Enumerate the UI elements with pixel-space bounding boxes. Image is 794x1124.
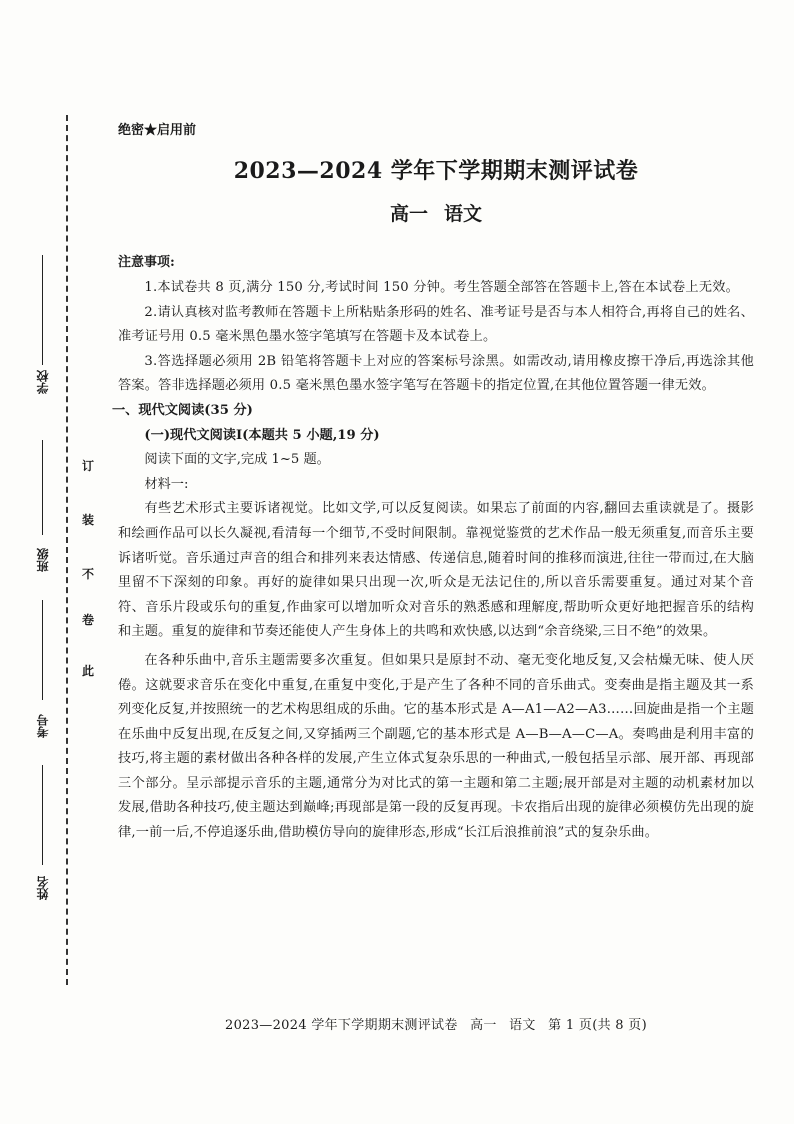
secret-mark: 绝密★启用前 <box>118 123 197 138</box>
notice-item: 1.本试卷共 8 页,满分 150 分,考试时间 150 分钟。考生答题全部答在答题卡上,答在本试卷上无效。 <box>144 280 739 295</box>
footer-page-number: 第 1 页(共 8 页) <box>548 1018 647 1033</box>
footer-subject: 语文 <box>509 1018 536 1033</box>
seal-char-zhuang: 装 <box>81 513 94 527</box>
school-blank-line <box>42 255 43 365</box>
seal-char-juan: 卷 <box>81 613 94 627</box>
name-label: 姓名 <box>36 876 50 900</box>
notice-item: 2.请认真核对监考教师在答题卡上所粘贴条形码的姓名、准考证号是否与本人相符合,再将自己的姓名、准考证号用 0.5 毫米黑色墨水签字笔填写在答题卡及本试卷上。 <box>118 304 754 345</box>
notice-title: 注意事项: <box>118 255 175 270</box>
exam-number-label: 考号 <box>36 714 50 738</box>
reading-instruction: 阅读下面的文字,完成 1~5 题。 <box>144 452 330 468</box>
section-title: 一、现代文阅读(35 分) <box>112 402 253 418</box>
class-blank-line <box>42 440 43 535</box>
seal-char-ding: 订 <box>81 459 94 473</box>
exam-title: 2023—2024 学年下学期期末测评试卷 <box>233 158 639 184</box>
seal-char-ci: 此 <box>81 664 94 678</box>
exam-subtitle <box>118 200 754 228</box>
binding-dashed-line <box>66 115 68 985</box>
class-label: 班级 <box>36 548 50 572</box>
notice-item: 3.答选择题必须用 2B 铅笔将答题卡上对应的答案标号涂黑。如需改动,请用橡皮擦干净后,再选涂其他答案。答非选择题必须用 0.5 毫米黑色墨水签字笔写在答题卡的指定位置,在其他位置答题一律无效。 <box>118 353 754 394</box>
name-blank-line <box>42 765 43 865</box>
footer-grade: 高一 <box>470 1018 497 1033</box>
material-label: 材料一: <box>144 476 189 492</box>
sub-section-title: (一)现代文阅读Ⅰ(本题共 5 小题,19 分) <box>144 427 380 443</box>
material-paragraph: 在各种乐曲中,音乐主题需要多次重复。但如果只是原封不动、毫无变化地反复,又会枯燥无味、使人厌倦。这就要求音乐在变化中重复,在重复中变化,于是产生了各种不同的音乐曲式。变奏曲是指主题及其一系列变化反复,并按照统一的艺术构思组成的乐曲。它的基本形式是 A—A1—A2—A3……回旋曲是指一个主题在乐曲中反复出现,在反复之间,又穿插两三个副题,它的基本形式是 A—B—A—C—A。奏鸣曲是利用丰富的技巧,将主题的素材做出各种各样的发展,产生立体式复杂乐思的一种曲式,一般包括呈示部、展开部、再现部三个部分。呈示部提示音乐的主题,通常分为对比式的第一主题和第二主题;展开部是对主题的动机素材加以发展,借助各种技巧,使主题达到巅峰;再现部是第一段的反复再现。卡农指后出现的旋律必须模仿先出现的旋律,一前一后,不停追逐乐曲,借助模仿导向的旋律形态,形成“长江后浪推前浪”式的复杂乐曲。 <box>118 652 754 841</box>
seal-char-bu: 不 <box>81 567 94 581</box>
material-paragraph: 有些艺术形式主要诉诸视觉。比如文学,可以反复阅读。如果忘了前面的内容,翻回去重读就是了。摄影和绘画作品可以长久凝视,看清每一个细节,不受时间限制。靠视觉鉴赏的艺术作品一般无须重复,而音乐主要诉诸听觉。音乐通过声音的组合和排列来表达情感、传递信息,随着时间的推移而演进,往往一带而过,在大脑里留不下深刻的印象。再好的旋律如果只出现一次,听众是无法记住的,所以音乐需要重复。通过对某个音符、音乐片段或乐句的重复,作曲家可以增加听众对音乐的熟悉感和理解度,帮助听众更好地把握音乐的结构和主题。重复的旋律和节奏还能使人产生身体上的共鸣和欢快感,以达到“余音绕梁,三日不绝”的效果。 <box>118 501 754 640</box>
exam-number-blank-line <box>42 600 43 700</box>
exam-content <box>112 120 754 846</box>
footer-title: 2023—2024 学年下学期期末测评试卷 <box>225 1018 458 1033</box>
school-label: 学校 <box>36 370 50 394</box>
grade-label: 高一 <box>389 203 428 225</box>
subject-label: 语文 <box>444 203 483 225</box>
page-footer <box>118 1014 754 1033</box>
